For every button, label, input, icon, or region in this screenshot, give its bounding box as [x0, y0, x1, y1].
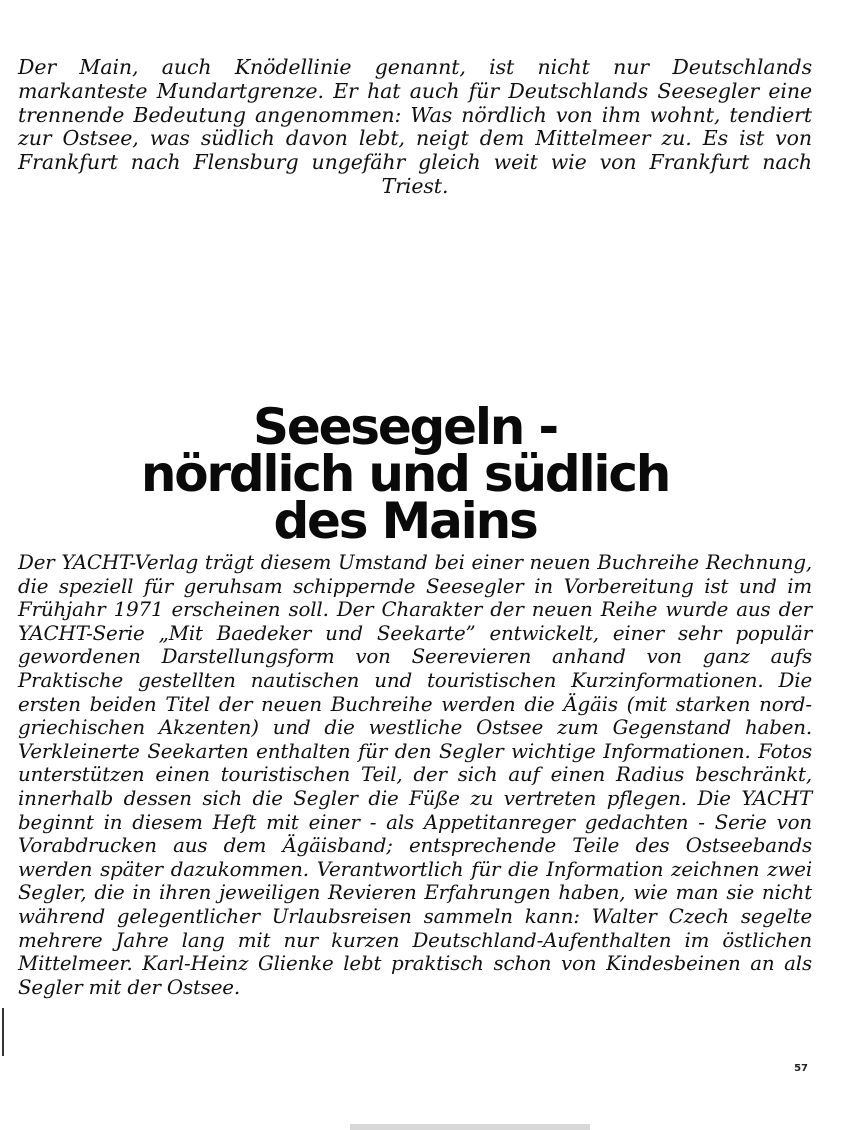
- headline-line-3: des Mains: [273, 492, 537, 550]
- intro-paragraph: Der Main, auch Knödellinie genannt, ist nicht nur Deutschlands markanteste Mundartgrenze. Er hat auch für Deutschlands Seesegler eine trennende Bedeutung angenommen: Was nördlich von ihm wohnt, tendiert zur Ostsee, was südlich davon lebt, neigt dem Mittelmeer zu. Es ist von Frankfurt nach Flensburg ungefähr gleich weit wie von Frankfurt nach Triest.: [18, 55, 812, 198]
- body-paragraph: Der YACHT-Verlag trägt diesem Umstand bei einer neuen Buchreihe Rechnung, die speziell für geruhsam schippernde Seesegler in Vorbereitung ist und im Frühjahr 1971 erscheinen soll. Der Charakter der neuen Reihe wurde aus der YACHT-Serie „Mit Baedeker und Seekarte” entwickelt, einer sehr populär gewordenen Darstellungsform von Seerevieren anhand von ganz aufs Praktische gestellten nautischen und touristischen Kurzinformationen. Die ersten beiden Titel der neuen Buchreihe werden die Ägäis (mit starken nordgriechischen Akzenten) und die westliche Ostsee zum Gegenstand haben. Verkleinerte Seekarten enthalten für den Segler wichtige Informationen. Fotos unterstützen einen touristischen Teil, der sich auf einen Radius beschränkt, innerhalb dessen sich die Segler die Füße zu vertreten pflegen. Die YACHT beginnt in diesem Heft mit einer - als Appetitanreger gedachten - Serie von Vorabdrucken aus dem Ägäisband; entsprechende Teile des Ostseebands werden später dazukommen. Verantwortlich für die Information zeichnen zwei Segler, die in ihren jeweiligen Revieren Erfahrungen haben, wie man sie nicht während gelegentlicher Urlaubsreisen sammeln kann: Walter Czech segelte mehrere Jahre lang mit nur kurzen Deutschland-Aufenthalten im östlichen Mittelmeer. Karl-Heinz Glienke lebt praktisch schon von Kindesbeinen an als Segler mit der Ostsee.: [18, 551, 812, 999]
- headline-line-1: Seesegeln -: [253, 398, 557, 456]
- margin-mark: [2, 1008, 4, 1056]
- page-number: 57: [794, 1063, 808, 1074]
- headline: [30, 398, 780, 550]
- scan-edge-mark: [350, 1124, 590, 1130]
- headline-line-2: nördlich und südlich: [140, 445, 670, 503]
